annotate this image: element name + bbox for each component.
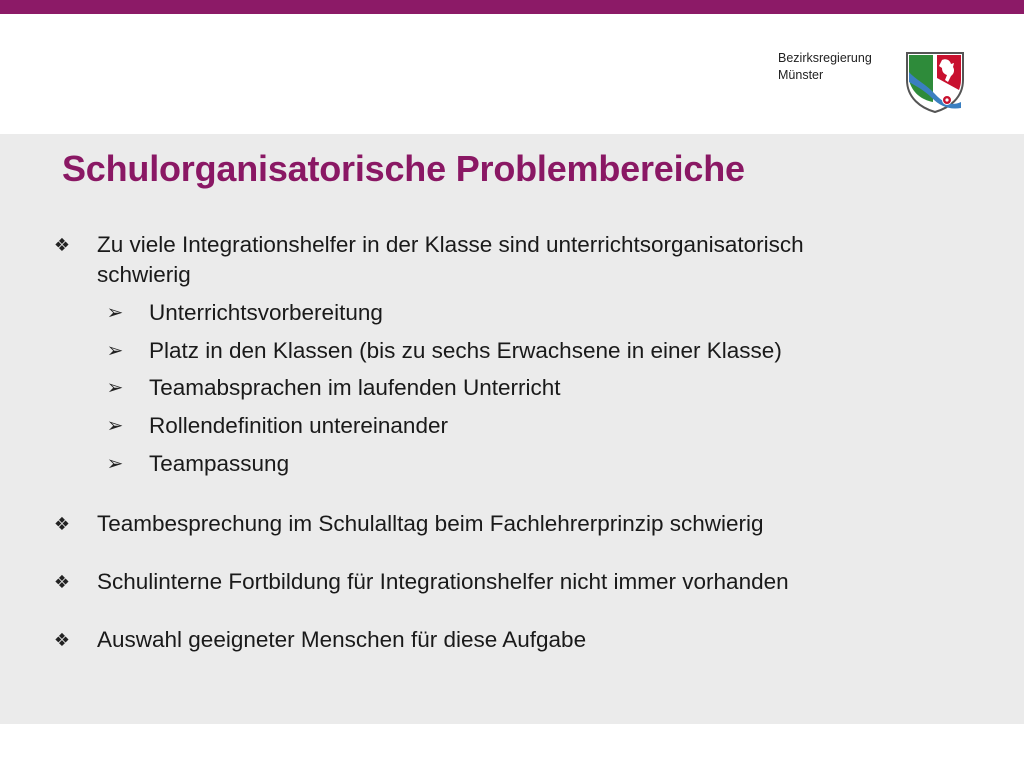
slide-header bbox=[0, 14, 1024, 134]
four-diamond-bullet-icon: ❖ bbox=[53, 630, 71, 650]
sub-bullet-text: Platz in den Klassen (bis zu sechs Erwachsene in einer Klasse) bbox=[149, 338, 782, 363]
slide-title: Schulorganisatorische Problembereiche bbox=[62, 148, 745, 189]
bullet-text bbox=[97, 230, 804, 290]
organization-name-line1: Bezirksregierung bbox=[778, 51, 872, 65]
bullet-text-line: Zu viele Integrationshelfer in der Klasse sind unterrichtsorganisatorisch bbox=[97, 232, 804, 257]
bullet-text: Auswahl geeigneter Menschen für diese Aufgabe bbox=[97, 627, 587, 652]
arrowhead-bullet-icon: ➢ bbox=[106, 340, 124, 362]
bullet-text: Schulinterne Fortbildung für Integrationshelfer nicht immer vorhanden bbox=[97, 569, 789, 594]
sub-bullet-text: Teamabsprachen im laufenden Unterricht bbox=[149, 375, 561, 400]
slide-footer bbox=[0, 724, 1024, 768]
slide-content bbox=[0, 134, 1024, 724]
bullet-text: Teambesprechung im Schulalltag beim Fachlehrerprinzip schwierig bbox=[97, 511, 764, 536]
four-diamond-bullet-icon: ❖ bbox=[53, 235, 71, 255]
sub-bullet-text: Unterrichtsvorbereitung bbox=[149, 300, 383, 325]
arrowhead-bullet-icon: ➢ bbox=[106, 302, 124, 324]
nrw-coat-of-arms-icon bbox=[904, 50, 966, 114]
four-diamond-bullet-icon: ❖ bbox=[53, 514, 71, 534]
organization-name-line2: Münster bbox=[778, 68, 824, 82]
four-diamond-bullet-icon: ❖ bbox=[53, 572, 71, 592]
arrowhead-bullet-icon: ➢ bbox=[106, 415, 124, 437]
organization-name bbox=[778, 50, 898, 84]
arrowhead-bullet-icon: ➢ bbox=[106, 377, 124, 399]
sub-bullet-text: Teampassung bbox=[149, 451, 290, 476]
sub-bullet-text: Rollendefinition untereinander bbox=[149, 413, 448, 438]
top-accent-bar bbox=[0, 0, 1024, 14]
arrowhead-bullet-icon: ➢ bbox=[106, 453, 124, 475]
bullet-text-line: schwierig bbox=[97, 262, 191, 287]
